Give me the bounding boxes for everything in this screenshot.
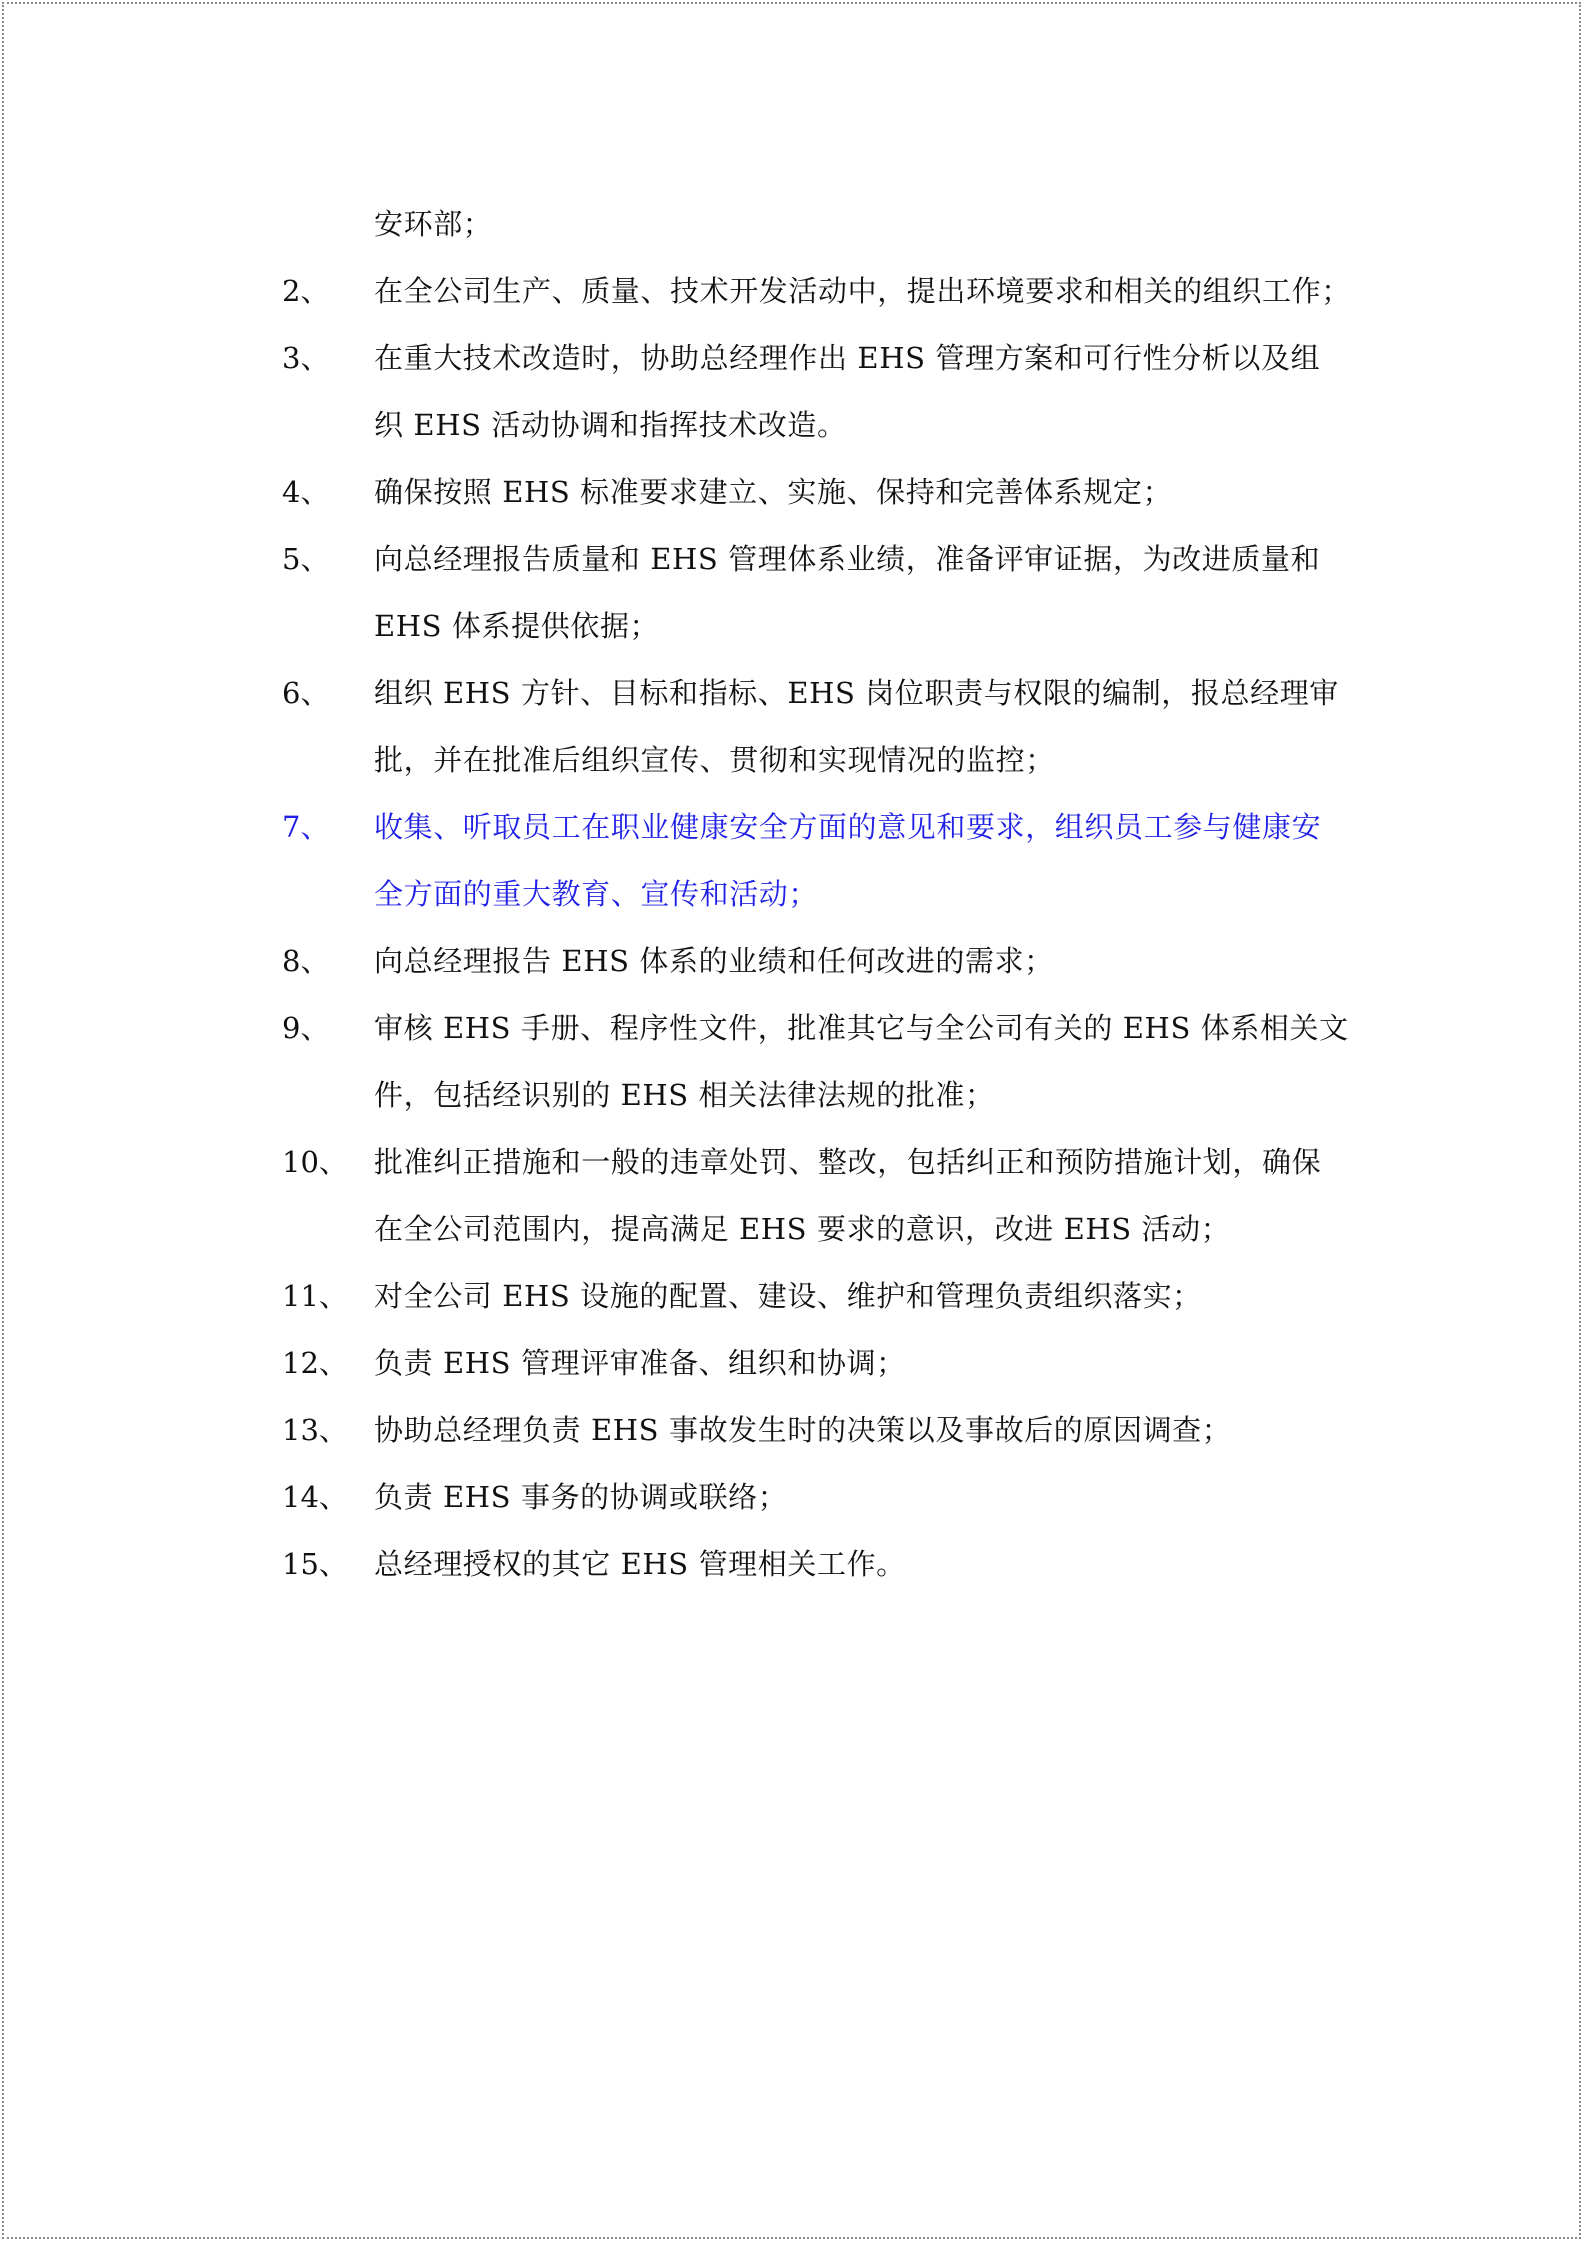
document-line bbox=[0, 596, 1587, 656]
line-number: 15、 bbox=[282, 1547, 348, 1581]
document-line bbox=[0, 328, 1587, 388]
line-text: 对全公司 EHS 设施的配置、建设、维护和管理负责组织落实； bbox=[374, 1279, 1202, 1313]
document-line bbox=[0, 462, 1587, 522]
line-text: 负责 EHS 管理评审准备、组织和协调； bbox=[374, 1346, 906, 1380]
line-number: 9、 bbox=[282, 1011, 330, 1045]
line-text: 批，并在批准后组织宣传、贯彻和实现情况的监控； bbox=[374, 743, 1055, 777]
line-number: 8、 bbox=[282, 944, 330, 978]
line-number: 13、 bbox=[282, 1413, 348, 1447]
line-text: 件，包括经识别的 EHS 相关法律法规的批准； bbox=[374, 1078, 995, 1112]
line-text: 在重大技术改造时，协助总经理作出 EHS 管理方案和可行性分析以及组 bbox=[374, 341, 1321, 375]
document-line bbox=[0, 1534, 1587, 1594]
line-number: 14、 bbox=[282, 1480, 348, 1514]
line-number: 12、 bbox=[282, 1346, 348, 1380]
document-line bbox=[0, 998, 1587, 1058]
line-text: 组织 EHS 方针、目标和指标、EHS 岗位职责与权限的编制，报总经理审 bbox=[374, 676, 1339, 710]
line-text: 总经理授权的其它 EHS 管理相关工作。 bbox=[374, 1547, 906, 1581]
document-line bbox=[0, 1266, 1587, 1326]
line-text: 全方面的重大教育、宣传和活动； bbox=[374, 877, 819, 911]
line-text: 审核 EHS 手册、程序性文件，批准其它与全公司有关的 EHS 体系相关文 bbox=[374, 1011, 1349, 1045]
line-number: 10、 bbox=[282, 1145, 348, 1179]
document-line bbox=[0, 730, 1587, 790]
line-number: 3、 bbox=[282, 341, 330, 375]
document-line bbox=[0, 797, 1587, 857]
document-line bbox=[0, 1132, 1587, 1192]
line-text: 安环部； bbox=[374, 207, 493, 241]
line-number: 11、 bbox=[282, 1279, 348, 1313]
document-line bbox=[0, 1065, 1587, 1125]
line-text: 收集、听取员工在职业健康安全方面的意见和要求，组织员工参与健康安 bbox=[374, 810, 1322, 844]
line-number: 6、 bbox=[282, 676, 330, 710]
line-text: 确保按照 EHS 标准要求建立、实施、保持和完善体系规定； bbox=[374, 475, 1173, 509]
line-number: 2、 bbox=[282, 274, 330, 308]
document-line bbox=[0, 1467, 1587, 1527]
line-text: 在全公司生产、质量、技术开发活动中，提出环境要求和相关的组织工作； bbox=[374, 274, 1351, 308]
line-text: 在全公司范围内，提高满足 EHS 要求的意识，改进 EHS 活动； bbox=[374, 1212, 1231, 1246]
line-number: 4、 bbox=[282, 475, 330, 509]
line-text: EHS 体系提供依据； bbox=[374, 609, 660, 643]
document-line bbox=[0, 1333, 1587, 1393]
document-line bbox=[0, 529, 1587, 589]
document-line bbox=[0, 261, 1587, 321]
document-line bbox=[0, 864, 1587, 924]
line-text: 向总经理报告质量和 EHS 管理体系业绩，准备评审证据，为改进质量和 bbox=[374, 542, 1321, 576]
document-line bbox=[0, 395, 1587, 455]
line-text: 负责 EHS 事务的协调或联络； bbox=[374, 1480, 788, 1514]
document-line bbox=[0, 1400, 1587, 1460]
line-text: 协助总经理负责 EHS 事故发生时的决策以及事故后的原因调查； bbox=[374, 1413, 1232, 1447]
line-number: 7、 bbox=[282, 810, 330, 844]
document-line bbox=[0, 931, 1587, 991]
line-number: 5、 bbox=[282, 542, 330, 576]
document-line bbox=[0, 194, 1587, 254]
line-text: 织 EHS 活动协调和指挥技术改造。 bbox=[374, 408, 847, 442]
line-text: 批准纠正措施和一般的违章处罚、整改，包括纠正和预防措施计划，确保 bbox=[374, 1145, 1322, 1179]
document-line bbox=[0, 663, 1587, 723]
line-text: 向总经理报告 EHS 体系的业绩和任何改进的需求； bbox=[374, 944, 1054, 978]
document-line bbox=[0, 1199, 1587, 1259]
